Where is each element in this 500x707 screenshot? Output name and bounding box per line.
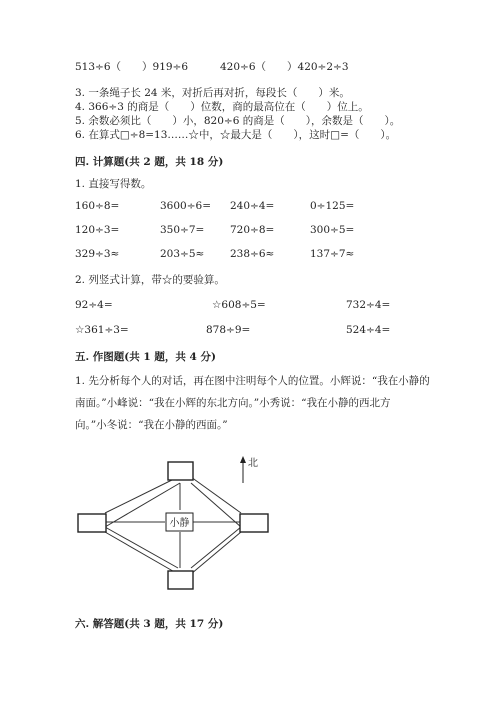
calc-cell: 0÷125=	[310, 200, 355, 212]
top-box	[168, 462, 193, 480]
section-6-title: 六. 解答题(共 3 题，共 17 分)	[75, 618, 224, 630]
fill-question-3: 3. 一条绳子长 24 米，对折后再对折，每段长（ ）米。	[75, 87, 350, 99]
section-5-title: 五. 作图题(共 1 题，共 4 分)	[75, 351, 216, 363]
position-diagram	[60, 440, 300, 600]
vertical-calc-cell: 524÷4=	[346, 324, 391, 336]
section-4-title: 四. 计算题(共 2 题，共 18 分)	[75, 156, 224, 168]
compare-item-2: 420÷6（ ）420÷2÷3	[220, 61, 349, 73]
fill-question-5: 5. 余数必须比（ ）小，820÷6 的商是（ ），余数是（ ）。	[75, 115, 401, 127]
section-4-q2: 2. 列竖式计算，带☆的要验算。	[75, 274, 225, 286]
calc-cell: 238÷6≈	[230, 248, 275, 260]
calc-cell: 203÷5≈	[160, 248, 205, 260]
vertical-calc-cell: 878÷9=	[206, 324, 251, 336]
left-box	[78, 514, 106, 532]
calc-cell: 160÷8=	[75, 200, 120, 212]
fill-question-4: 4. 366÷3 的商是（ ）位数，商的最高位在（ ）位上。	[75, 101, 369, 113]
calc-cell: 120÷3=	[75, 224, 120, 236]
section-4-q1: 1. 直接写得数。	[75, 178, 152, 190]
section-5-q1-line: 1. 先分析每个人的对话，再在图中注明每个人的位置。小辉说：“我在小静的	[75, 375, 430, 387]
bottom-box	[168, 571, 193, 589]
calc-cell: 350÷7=	[160, 224, 205, 236]
vertical-calc-cell: ☆608÷5=	[212, 299, 266, 311]
fill-question-6: 6. 在算式□÷8=13……☆中，☆最大是（ ），这时□=（ ）。	[75, 129, 397, 141]
calc-cell: 300÷5=	[310, 224, 355, 236]
vertical-calc-cell: 732÷4=	[346, 299, 391, 311]
right-box	[240, 514, 268, 532]
vertical-calc-cell: ☆361÷3=	[75, 324, 129, 336]
calc-cell: 3600÷6=	[160, 200, 211, 212]
calc-cell: 240÷4=	[230, 200, 275, 212]
calc-cell: 137÷7≈	[310, 248, 355, 260]
calc-cell: 720÷8=	[230, 224, 275, 236]
center-label: 小静	[169, 518, 190, 529]
calc-cell: 329÷3≈	[75, 248, 120, 260]
compare-item-1: 513÷6（ ）919÷6	[75, 61, 189, 73]
north-label: 北	[248, 458, 258, 469]
vertical-calc-cell: 92÷4=	[75, 299, 113, 311]
section-5-q1-line: 向。”小冬说：“我在小静的西面。”	[75, 419, 228, 431]
north-arrow-icon	[240, 456, 246, 463]
section-5-q1-line: 南面。”小峰说：“我在小辉的东北方向。”小秀说：“我在小静的西北方	[75, 397, 391, 409]
